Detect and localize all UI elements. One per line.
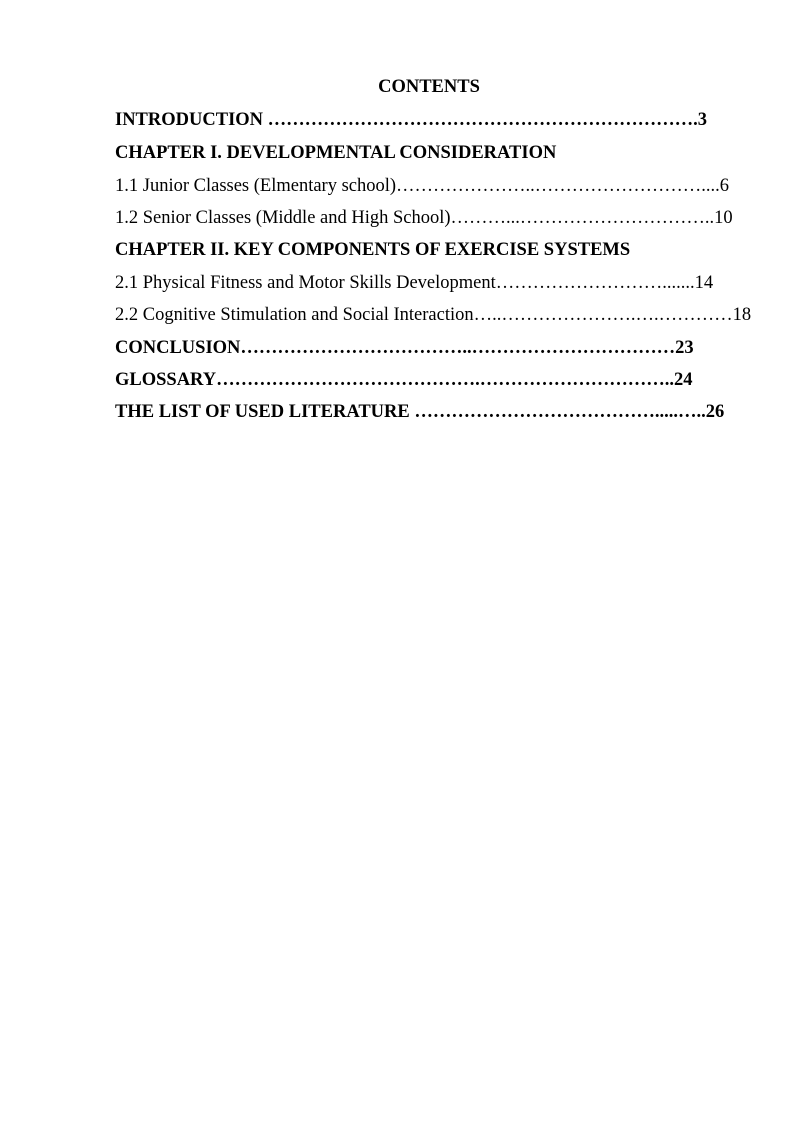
toc-entry-2-2: 2.2 Cognitive Stimulation and Social Interaction…..………………….….…………18 <box>115 305 752 325</box>
toc-entry-1-2: 1.2 Senior Classes (Middle and High School)………...…………………………..10 <box>115 208 733 228</box>
toc-entry-conclusion: CONCLUSION………………………………..……………………………23 <box>115 338 694 358</box>
toc-entry-literature: THE LIST OF USED LITERATURE ………………………………….....…..26 <box>115 402 725 422</box>
toc-entry-introduction: INTRODUCTION …………………………………………………………….3 <box>115 110 708 130</box>
toc-entry-glossary: GLOSSARY…………………………………….…………………………..24 <box>115 370 693 390</box>
toc-entry-chapter-1: CHAPTER I. DEVELOPMENTAL CONSIDERATION <box>115 143 557 163</box>
toc-entry-1-1: 1.1 Junior Classes (Elmentary school)…………………..………………………....6 <box>115 176 730 196</box>
toc-entry-2-1: 2.1 Physical Fitness and Motor Skills Development……………………….......14 <box>115 273 714 293</box>
contents-title: CONTENTS <box>378 77 480 97</box>
toc-entry-chapter-2: CHAPTER II. KEY COMPONENTS OF EXERCISE SYSTEMS <box>115 240 631 260</box>
